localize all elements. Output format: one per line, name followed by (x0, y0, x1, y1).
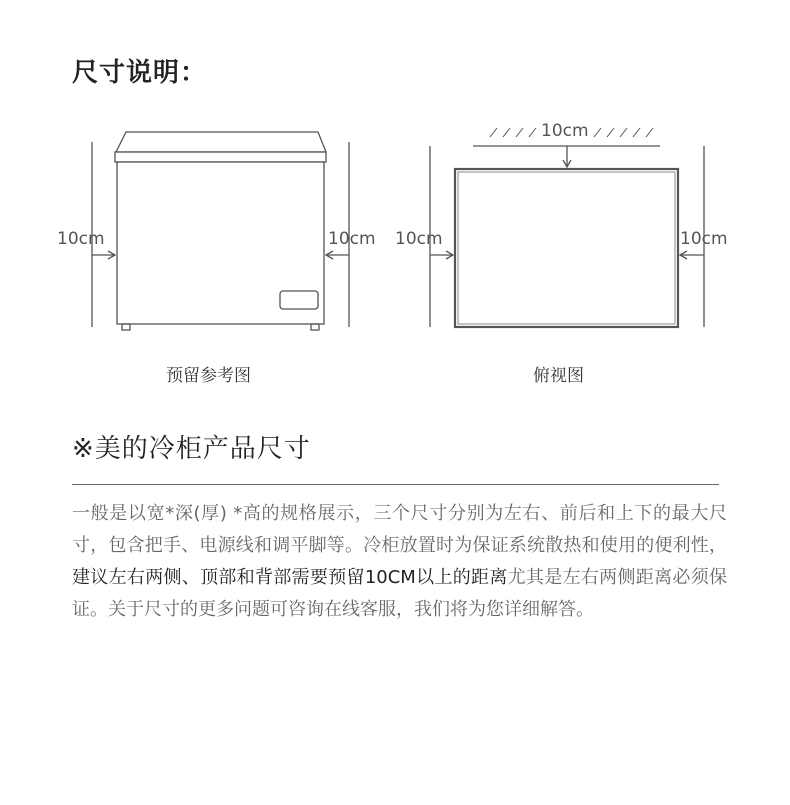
top-view-caption: 俯视图 (533, 366, 584, 386)
size-description-paragraph (72, 498, 727, 626)
top-right-gap-label: 10cm (680, 229, 728, 249)
top-back-gap-label: 10cm (541, 121, 589, 141)
freezer-body (117, 162, 324, 324)
freezer-lid (116, 132, 326, 152)
dimension-diagrams (0, 0, 790, 400)
section-divider (72, 484, 719, 485)
left-foot (122, 324, 130, 330)
front-left-gap-label: 10cm (57, 229, 105, 249)
page-title: 尺寸说明： (72, 58, 208, 88)
paragraph-text-2: 尤其是左右两侧距离必须保证。关于尺寸的更多问题可咨询在线客服，我们将为您详细解答。 (72, 567, 727, 620)
top-left-gap-label: 10cm (395, 229, 443, 249)
section-heading: ※美的冷柜产品尺寸 (72, 434, 311, 464)
paragraph-emphasis: 建议左右两侧、顶部和背部需要预留10CM以上的距离 (72, 567, 508, 588)
front-view-diagram (92, 132, 349, 330)
front-right-gap-label: 10cm (328, 229, 376, 249)
front-view-caption: 预留参考图 (166, 366, 251, 386)
lid-edge (115, 152, 326, 162)
right-foot (311, 324, 319, 330)
top-view-diagram (430, 128, 704, 327)
paragraph-text-1: 一般是以宽*深(厚) *高的规格展示，三个尺寸分别为左右、前后和上下的最大尺寸，包含把手、电源线和调平脚等。冷柜放置时为保证系统散热和使用的便利性， (72, 503, 727, 556)
freezer-top-outline (455, 169, 678, 327)
